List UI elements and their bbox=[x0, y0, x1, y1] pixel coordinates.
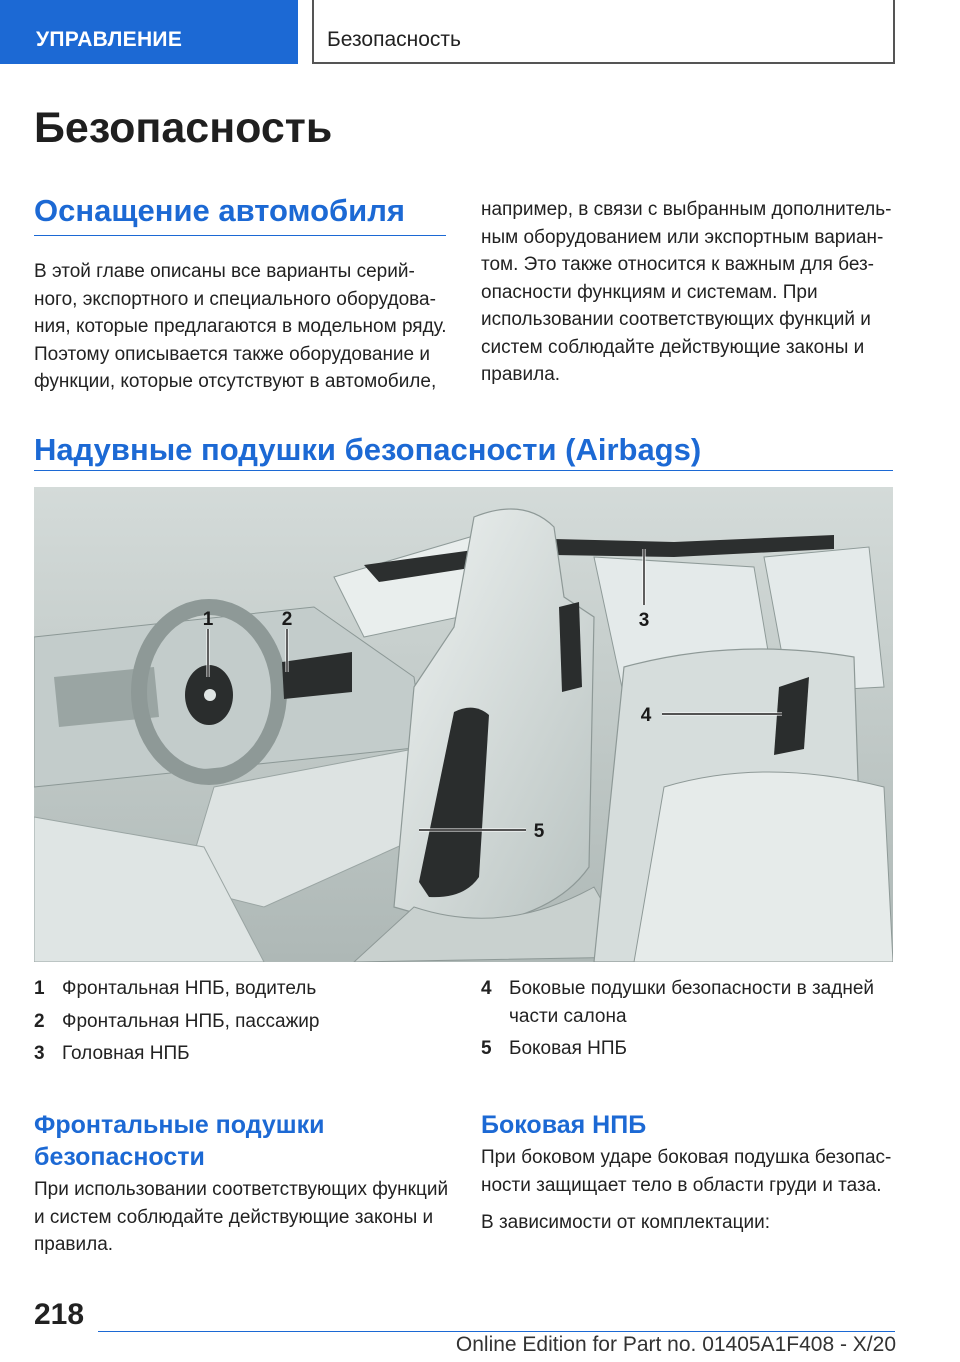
footer-rule bbox=[98, 1331, 895, 1332]
text-line: например, в связи с выбранным дополнитель- bbox=[481, 199, 892, 220]
text-line: том. Это также относится к важным для без- bbox=[481, 254, 875, 275]
legend-item bbox=[481, 975, 901, 1030]
text-line: Поэтому описывается также оборудование и bbox=[34, 343, 431, 365]
airbags-heading: Надувные подушки безопасности (Airbags) bbox=[34, 432, 702, 467]
heading-line: безопасности bbox=[34, 1143, 205, 1171]
callout-3: 3 bbox=[638, 610, 650, 631]
text-line: ния, которые предлагаются в модельном ряду. bbox=[34, 316, 447, 337]
legend-item bbox=[34, 975, 454, 1003]
text-line: правила. bbox=[34, 1234, 114, 1255]
legend-number: 2 bbox=[34, 1010, 45, 1032]
airbag-legend-right bbox=[481, 975, 901, 1068]
legend-text-line: Боковые подушки безопасности в задней bbox=[509, 978, 874, 999]
callout-4: 4 bbox=[640, 705, 652, 726]
text-line: В зависимости от комплектации: bbox=[481, 1212, 770, 1233]
side-airbag-heading: Боковая НПБ bbox=[481, 1111, 647, 1139]
legend-text bbox=[509, 975, 901, 1030]
text-line: опасности функциям и системам. При bbox=[481, 281, 818, 303]
legend-item bbox=[34, 1008, 454, 1036]
front-airbags-text bbox=[34, 1176, 454, 1259]
vehicle-equipment-heading: Оснащение автомобиля bbox=[34, 193, 405, 228]
legend-text: Головная НПБ bbox=[62, 1043, 190, 1064]
page-title: Безопасность bbox=[34, 104, 333, 152]
text-line: и систем соблюдайте действующие законы и bbox=[34, 1206, 434, 1228]
vehicle-equipment-text-col1 bbox=[34, 258, 454, 396]
side-airbag-text bbox=[481, 1144, 901, 1237]
legend-text bbox=[509, 1035, 901, 1063]
text-line: ного, экспортного и специального оборудова- bbox=[34, 288, 436, 310]
legend-text: Фронтальная НПБ, пассажир bbox=[62, 1010, 320, 1032]
legend-item bbox=[34, 1040, 454, 1068]
legend-text-line: Боковая НПБ bbox=[509, 1038, 627, 1059]
text-line: При боковом ударе боковая подушка безопас- bbox=[481, 1147, 892, 1168]
text-line: ным оборудованием или экспортным вариан- bbox=[481, 226, 884, 248]
airbags-rule bbox=[34, 470, 893, 471]
text-line: При использовании соответствующих функций bbox=[34, 1179, 449, 1200]
callout-5: 5 bbox=[533, 821, 545, 842]
legend-number: 3 bbox=[34, 1043, 45, 1064]
legend-text: Фронтальная НПБ, водитель bbox=[62, 978, 317, 999]
text-line: систем соблюдайте действующие законы и bbox=[481, 336, 865, 358]
legend-number: 5 bbox=[481, 1038, 492, 1059]
text-line: В этой главе описаны все варианты серий- bbox=[34, 261, 415, 282]
text-line: правила. bbox=[481, 364, 561, 385]
legend-text-line: части салона bbox=[509, 1005, 627, 1027]
footer-edition: Online Edition for Part no. 01405A1F408 - X/20 bbox=[455, 1333, 896, 1356]
legend-number: 1 bbox=[34, 978, 45, 999]
callout-1: 1 bbox=[202, 609, 214, 630]
header-topic-tab[interactable]: Безопасность bbox=[312, 0, 895, 64]
heading-line: Фронтальные подушки bbox=[34, 1111, 325, 1139]
airbag-legend-left bbox=[34, 975, 454, 1073]
header-section-tab[interactable]: УПРАВЛЕНИЕ bbox=[0, 0, 298, 64]
legend-number: 4 bbox=[481, 978, 492, 999]
vehicle-equipment-rule bbox=[34, 235, 446, 236]
legend-item bbox=[481, 1035, 901, 1063]
text-line: функции, которые отсутствуют в автомобиле, bbox=[34, 371, 437, 392]
text-line: ности защищает тело в области груди и таза. bbox=[481, 1174, 882, 1196]
page-number: 218 bbox=[34, 1298, 85, 1331]
callout-2: 2 bbox=[281, 609, 293, 630]
vehicle-equipment-text-col2 bbox=[481, 196, 901, 389]
front-airbags-heading bbox=[34, 1109, 454, 1173]
text-line: использовании соответствующих функций и bbox=[481, 309, 871, 330]
airbag-illustration bbox=[34, 487, 893, 962]
